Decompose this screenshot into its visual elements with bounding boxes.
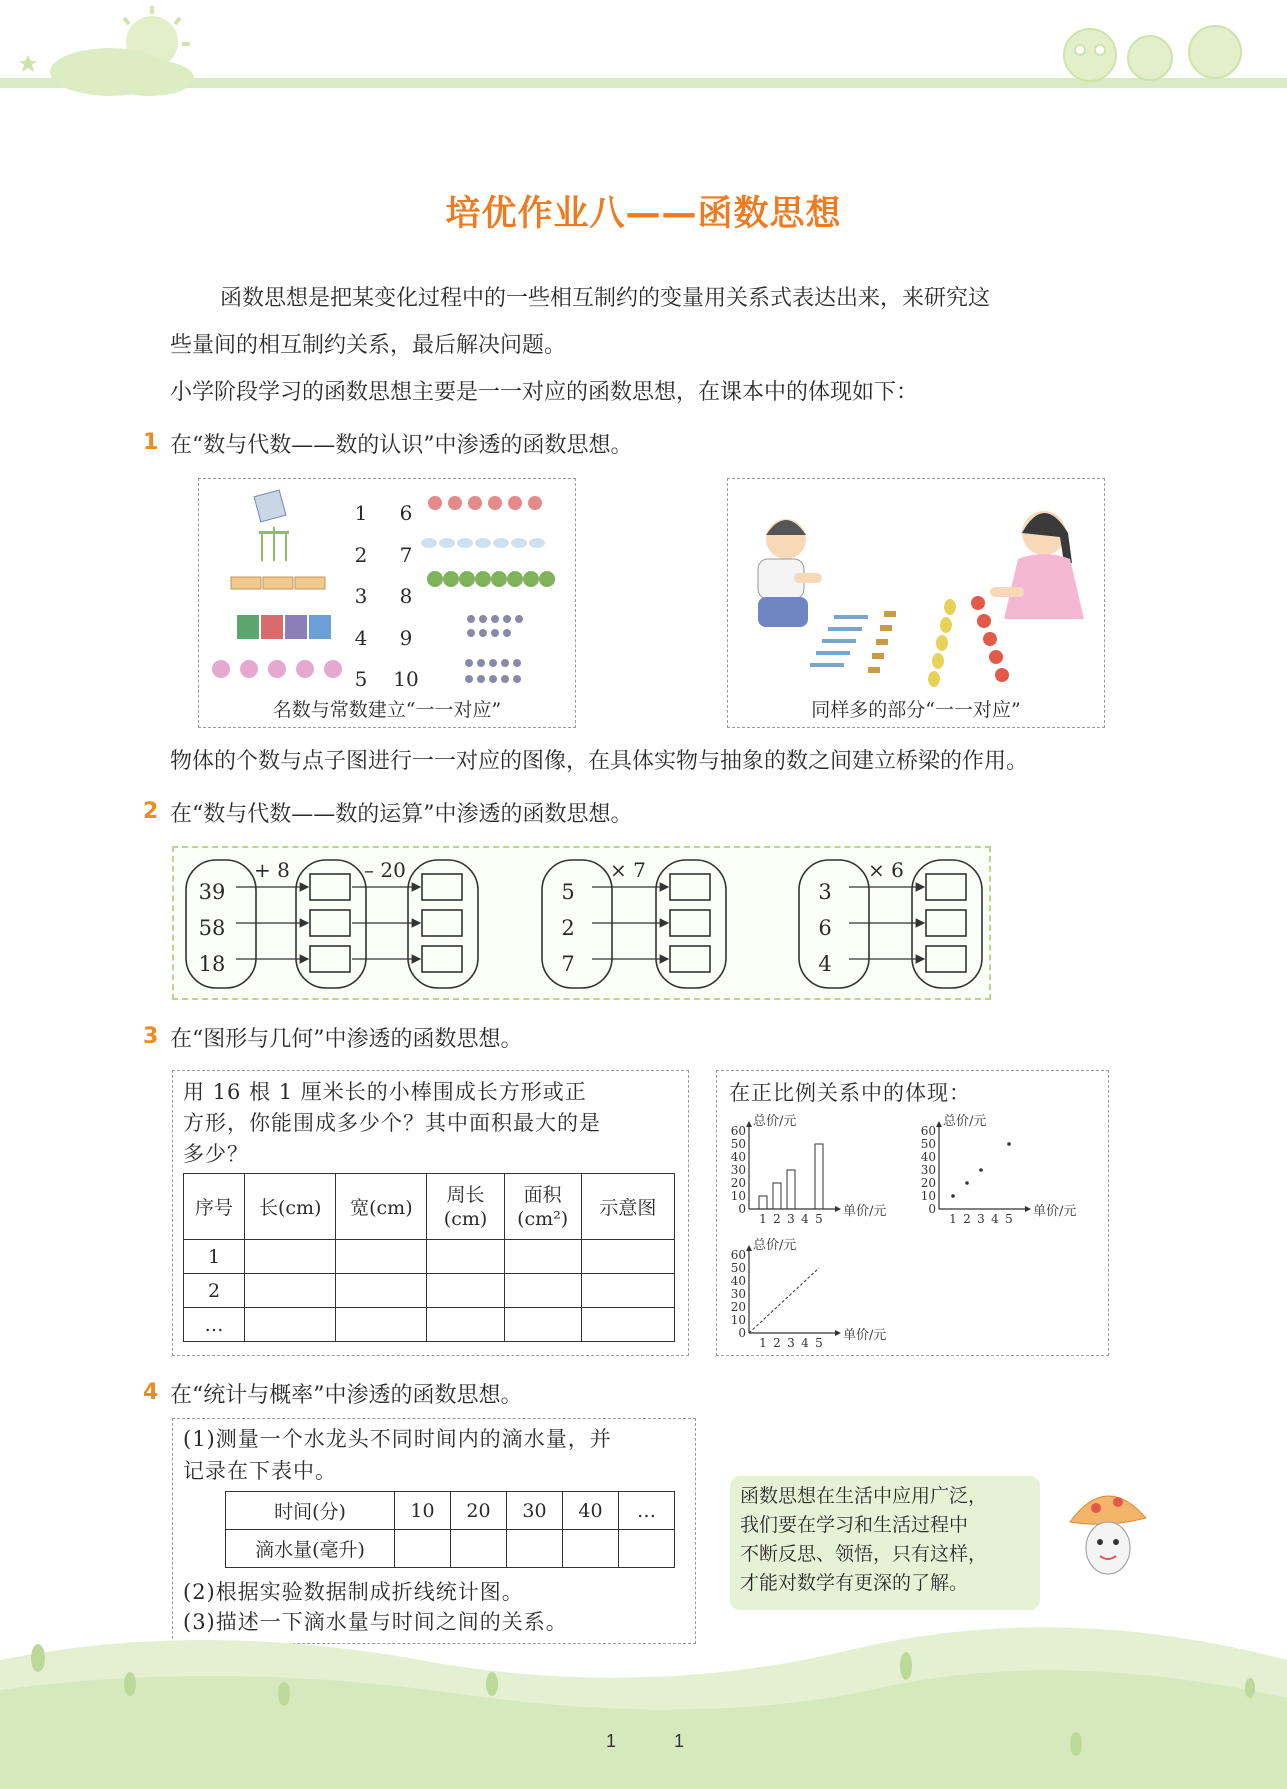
header-cell: 滴水量(毫升) — [226, 1530, 395, 1568]
question-line: (1)测量一个水龙头不同时间内的滴水量，并 — [183, 1427, 612, 1451]
bar — [759, 1196, 767, 1209]
time-cell: 20 — [451, 1492, 507, 1530]
x-tick-label: 2 — [773, 1212, 781, 1226]
data-point — [1007, 1142, 1011, 1146]
y-tick-label: 20 — [920, 1176, 936, 1190]
answer-cell[interactable] — [504, 1240, 581, 1274]
rectangle-question — [183, 1077, 601, 1170]
answer-cell[interactable] — [395, 1530, 451, 1568]
y-tick-label: 0 — [738, 1202, 746, 1216]
header-cell — [504, 1174, 581, 1240]
row-index: … — [184, 1308, 245, 1342]
question-line: 记录在下表中。 — [183, 1459, 337, 1483]
input-set-3 — [805, 874, 845, 982]
footer-landscape — [0, 1600, 1287, 1789]
time-cell: … — [619, 1492, 675, 1530]
question-line: 用 16 根 1 厘米长的小棒围成长方形或正 — [183, 1080, 587, 1104]
x-tick-label: 1 — [759, 1336, 767, 1350]
x-axis-label: 单价/元 — [843, 1328, 887, 1343]
y-tick-label: 0 — [738, 1326, 746, 1340]
x-tick-label: 4 — [801, 1212, 809, 1226]
time-cell: 40 — [563, 1492, 619, 1530]
input-set-1 — [192, 874, 232, 982]
header-line: 周长 — [446, 1183, 485, 1206]
proportion-title: 在正比例关系中的体现： — [729, 1081, 971, 1105]
input-value: 6 — [818, 916, 832, 940]
data-point — [979, 1168, 983, 1172]
table-row — [184, 1308, 675, 1342]
question-line: 多少？ — [183, 1142, 249, 1166]
x-tick-label: 1 — [759, 1212, 767, 1226]
header-line: 面积 — [523, 1183, 562, 1206]
count-number: 7 — [399, 542, 413, 567]
answer-cell[interactable] — [427, 1240, 504, 1274]
section-number-4: 4 — [143, 1380, 159, 1405]
section-number-2: 2 — [143, 799, 159, 824]
answer-cell[interactable] — [504, 1274, 581, 1308]
counting-objects-illustration — [199, 479, 575, 699]
row-index: 2 — [184, 1274, 245, 1308]
section-heading-2: 在“数与代数——数的运算”中渗透的函数思想。 — [170, 802, 633, 827]
x-tick-label: 3 — [787, 1336, 795, 1350]
input-value: 58 — [198, 916, 226, 940]
y-tick-label: 40 — [730, 1274, 746, 1288]
answer-cell[interactable] — [336, 1240, 427, 1274]
count-number: 2 — [354, 542, 368, 567]
y-tick-label: 50 — [730, 1261, 746, 1275]
count-number: 8 — [399, 584, 413, 608]
x-axis-arrow — [835, 1330, 841, 1336]
count-number: 3 — [354, 584, 368, 608]
operation-label: – 20 — [364, 858, 406, 882]
input-value: 4 — [818, 952, 832, 976]
cartoon-animals-icon — [1064, 26, 1241, 81]
count-number: 5 — [354, 667, 368, 691]
boy-figure — [758, 519, 822, 627]
answer-cell[interactable] — [619, 1530, 675, 1568]
x-tick-label: 5 — [1005, 1212, 1013, 1226]
y-tick-label: 10 — [920, 1189, 936, 1203]
section-heading-3: 在“图形与几何”中渗透的函数思想。 — [170, 1027, 523, 1052]
y-tick-label: 30 — [920, 1163, 936, 1177]
question-line: (2)根据实验数据制成折线统计图。 — [183, 1580, 524, 1604]
bar — [773, 1183, 781, 1209]
time-cell: 10 — [395, 1492, 451, 1530]
y-tick-label: 10 — [730, 1189, 746, 1203]
y-tick-label: 0 — [928, 1202, 936, 1216]
y-axis-arrow — [936, 1121, 942, 1127]
table-row — [226, 1492, 675, 1530]
y-tick-label: 40 — [920, 1150, 936, 1164]
answer-cell[interactable] — [245, 1308, 336, 1342]
y-axis-arrow — [746, 1121, 752, 1127]
table-header-row — [184, 1174, 675, 1240]
answer-cell[interactable] — [581, 1274, 674, 1308]
y-tick-label: 20 — [730, 1176, 746, 1190]
y-tick-label: 40 — [730, 1150, 746, 1164]
input-set-2 — [548, 874, 588, 982]
y-tick-label: 30 — [730, 1163, 746, 1177]
table-row — [184, 1240, 675, 1274]
count-number: 6 — [399, 501, 413, 525]
mapping-panel — [172, 846, 991, 1000]
count-number: 1 — [354, 501, 368, 525]
y-axis-label: 总价/元 — [753, 1114, 797, 1129]
x-tick-label: 2 — [773, 1336, 781, 1350]
header-cell: 宽(cm) — [336, 1174, 427, 1240]
x-tick-label: 3 — [977, 1212, 985, 1226]
y-tick-label: 50 — [920, 1137, 936, 1151]
intro-line-1: 函数思想是把某变化过程中的一些相互制约的变量用关系式表达出来，来研究这 — [220, 286, 991, 311]
header-cell — [427, 1174, 504, 1240]
bar — [787, 1170, 795, 1209]
y-tick-label: 20 — [730, 1300, 746, 1314]
count-number: 9 — [399, 625, 413, 650]
answer-cell[interactable] — [581, 1240, 674, 1274]
answer-cell[interactable] — [507, 1530, 563, 1568]
x-tick-label: 4 — [991, 1212, 999, 1226]
answer-cell[interactable] — [427, 1308, 504, 1342]
header-line: (cm) — [443, 1207, 488, 1230]
header-cell: 序号 — [184, 1174, 245, 1240]
y-tick-label: 60 — [730, 1248, 746, 1262]
x-tick-label: 1 — [949, 1212, 957, 1226]
rectangle-table — [183, 1173, 675, 1342]
proportion-charts — [717, 1071, 1108, 1355]
answer-cell[interactable] — [581, 1308, 674, 1342]
intro-line-3: 小学阶段学习的函数思想主要是一一对应的函数思想，在课本中的体现如下： — [170, 380, 919, 405]
input-value: 7 — [561, 952, 575, 976]
note-line: 才能对数学有更深的了解。 — [740, 1572, 969, 1594]
intro-line-2: 些量间的相互制约关系，最后解决问题。 — [170, 333, 567, 358]
x-axis-label: 单价/元 — [843, 1204, 887, 1219]
x-axis-arrow — [1025, 1206, 1031, 1212]
section-heading-1: 在“数与代数——数的认识”中渗透的函数思想。 — [170, 433, 633, 458]
mushroom-mascot-icon — [1060, 1478, 1152, 1590]
data-point — [965, 1181, 969, 1185]
x-tick-label: 5 — [815, 1336, 823, 1350]
bar — [815, 1144, 823, 1209]
input-value: 3 — [818, 880, 832, 904]
x-tick-label: 4 — [801, 1336, 809, 1350]
section-number-1: 1 — [143, 430, 159, 455]
table-row — [226, 1530, 675, 1568]
dripping-question — [183, 1423, 612, 1487]
section-1-summary: 物体的个数与点子图进行一一对应的图像，在具体实物与抽象的数之间建立桥梁的作用。 — [170, 749, 1029, 774]
input-value: 5 — [561, 880, 575, 904]
input-value: 39 — [198, 880, 226, 904]
answer-cell[interactable] — [336, 1274, 427, 1308]
note-line: 不断反思、领悟，只有这样， — [740, 1543, 988, 1565]
rectangle-question-panel — [172, 1070, 689, 1356]
x-tick-label: 2 — [963, 1212, 971, 1226]
y-axis-arrow — [746, 1245, 752, 1251]
data-point — [951, 1194, 955, 1198]
counting-caption: 名数与常数建立“一一对应” — [272, 699, 502, 721]
answer-cell[interactable] — [245, 1274, 336, 1308]
answer-cell[interactable] — [336, 1308, 427, 1342]
row-index: 1 — [184, 1240, 245, 1274]
x-tick-label: 3 — [787, 1212, 795, 1226]
page-title: 培优作业八——函数思想 — [445, 194, 842, 234]
answer-cell[interactable] — [451, 1530, 507, 1568]
header-line: (cm²) — [517, 1207, 569, 1230]
y-axis-label: 总价/元 — [943, 1114, 987, 1129]
girl-figure — [990, 511, 1084, 619]
section-heading-4: 在“统计与概率”中渗透的函数思想。 — [170, 1383, 523, 1408]
y-tick-label: 10 — [730, 1313, 746, 1327]
header-cell: 长(cm) — [245, 1174, 336, 1240]
count-number: 4 — [354, 625, 368, 650]
y-tick-label: 60 — [730, 1124, 746, 1138]
page-number-right: 1 — [674, 1731, 685, 1751]
count-column-a — [351, 493, 371, 701]
header-decoration — [0, 0, 1287, 110]
matching-caption: 同样多的部分“一一对应” — [811, 699, 1021, 721]
answer-cell[interactable] — [427, 1274, 504, 1308]
operation-label: × 6 — [868, 858, 904, 882]
series-line — [749, 1268, 819, 1333]
x-tick-label: 5 — [815, 1212, 823, 1226]
header-cell: 示意图 — [581, 1174, 674, 1240]
answer-cell[interactable] — [245, 1240, 336, 1274]
tip-note — [730, 1476, 1040, 1610]
dripping-table — [225, 1491, 675, 1568]
counting-panel — [198, 478, 576, 728]
operation-label: + 8 — [254, 858, 290, 882]
input-value: 18 — [198, 952, 226, 976]
input-value: 2 — [561, 916, 575, 940]
question-line: 方形，你能围成多少个？其中面积最大的是 — [183, 1111, 601, 1135]
section-number-3: 3 — [143, 1024, 159, 1049]
sun-cloud-icon — [19, 6, 194, 96]
answer-cell[interactable] — [563, 1530, 619, 1568]
children-matching-illustration — [728, 479, 1104, 694]
count-number: 10 — [393, 667, 419, 691]
x-axis-label: 单价/元 — [1033, 1204, 1077, 1219]
page-number-left: 1 — [606, 1731, 617, 1751]
time-cell: 30 — [507, 1492, 563, 1530]
y-tick-label: 30 — [730, 1287, 746, 1301]
matching-panel — [727, 478, 1105, 728]
table-row — [184, 1274, 675, 1308]
header-cell: 时间(分) — [226, 1492, 395, 1530]
answer-cell[interactable] — [504, 1308, 581, 1342]
note-line: 函数思想在生活中应用广泛， — [740, 1485, 988, 1507]
question-line: (3)描述一下滴水量与时间之间的关系。 — [183, 1610, 568, 1634]
operation-label: × 7 — [610, 858, 646, 882]
note-line: 我们要在学习和生活过程中 — [740, 1514, 969, 1536]
count-column-b — [391, 493, 421, 701]
proportion-panel — [716, 1070, 1109, 1356]
y-tick-label: 60 — [920, 1124, 936, 1138]
y-tick-label: 50 — [730, 1137, 746, 1151]
x-axis-arrow — [835, 1206, 841, 1212]
y-axis-label: 总价/元 — [753, 1238, 797, 1253]
